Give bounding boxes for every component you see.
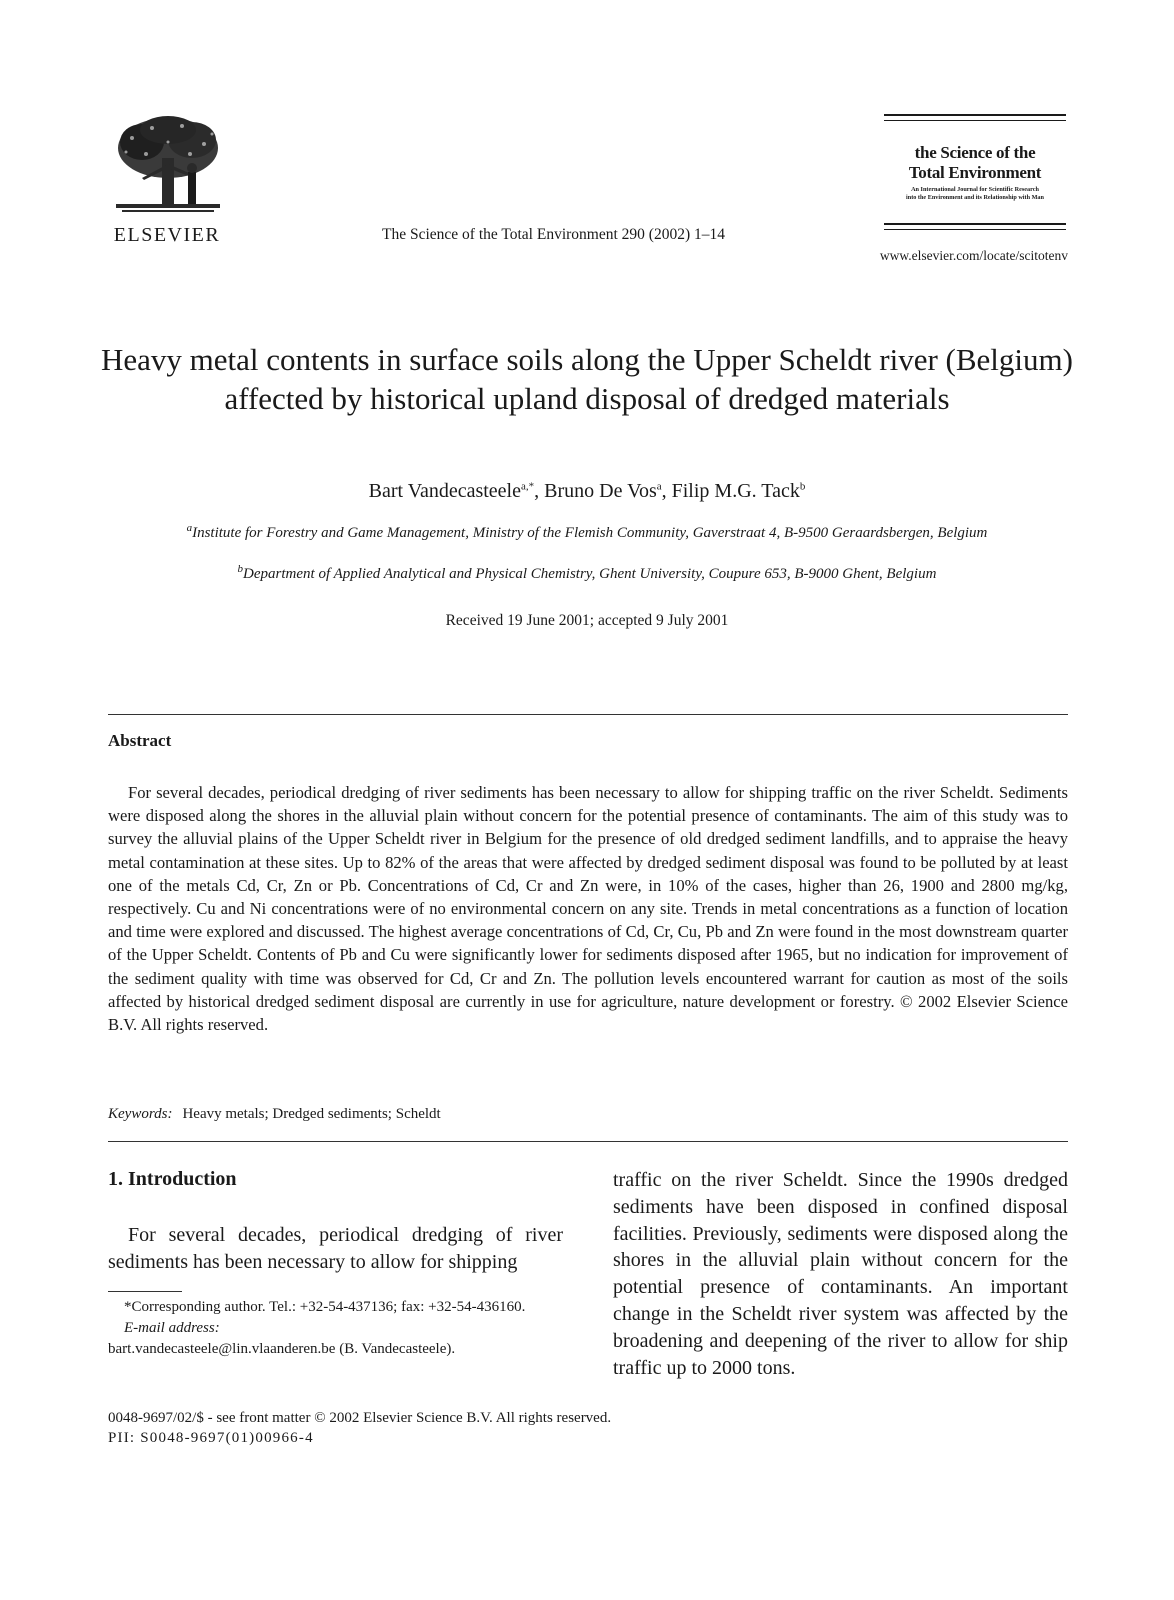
affiliation-text: Department of Applied Analytical and Physical Chemistry, Ghent University, Coupure 653, B-9000 Ghent, Belgium xyxy=(243,566,937,582)
masthead-rule-bottom-thin xyxy=(884,229,1066,230)
publisher-logo-text: ELSEVIER xyxy=(113,224,221,246)
affiliation-b xyxy=(108,563,1066,583)
author-affiliation-mark: a,* xyxy=(520,480,535,493)
article-title: Heavy metal contents in surface soils along the Upper Scheldt river (Belgium) affected by historical upland disposal of dredged materials xyxy=(101,342,1073,416)
affiliation-mark: a xyxy=(186,522,193,534)
journal-name-line2: Total Environment xyxy=(908,163,1042,182)
journal-tagline-line1: An International Journal for Scientific Research xyxy=(911,186,1039,193)
journal-tagline-line2: into the Environment and its Relationship with Man xyxy=(906,193,1044,201)
corresponding-author-note: *Corresponding author. Tel.: +32-54-437136; fax: +32-54-436160. xyxy=(124,1299,526,1315)
elsevier-logo xyxy=(104,114,230,246)
journal-tagline xyxy=(884,186,1066,201)
journal-url-link[interactable]: www.elsevier.com/locate/scitotenv xyxy=(879,248,1068,263)
front-matter-notice: 0048-9697/02/$ - see front matter © 2002 Elsevier Science B.V. All rights reserved. xyxy=(108,1410,612,1426)
divider-top xyxy=(108,714,1068,715)
masthead-rule-bottom xyxy=(884,223,1066,225)
masthead-rule-top xyxy=(884,114,1066,116)
author-affiliation-mark: b xyxy=(799,480,806,493)
footnote-rule xyxy=(108,1291,182,1292)
journal-masthead xyxy=(884,114,1066,234)
elsevier-tree-icon xyxy=(112,114,224,218)
bottom-meta xyxy=(108,1408,611,1448)
keywords-list: Heavy metals; Dredged sediments; Scheldt xyxy=(182,1106,441,1122)
journal-citation: The Science of the Total Environment 290 (2002) 1–14 xyxy=(382,226,725,243)
affiliation-mark: b xyxy=(237,563,244,575)
keywords-label: Keywords: xyxy=(108,1106,173,1122)
author-name: Bart Vandecasteele xyxy=(368,480,521,502)
author-name: Filip M.G. Tack xyxy=(671,480,800,502)
section-heading: 1. Introduction xyxy=(108,1168,237,1190)
journal-name xyxy=(884,143,1066,183)
body-paragraph-left: For several decades, periodical dredging of river sediments has been necessary to allow for shipping xyxy=(108,1224,563,1273)
abstract-heading: Abstract xyxy=(108,731,172,750)
author-list: Bart Vandecasteele$^{a,*}$, Bruno De Vos$^a$, Filip M.G. Tack$^b$ xyxy=(368,480,806,502)
body-paragraph-right: traffic on the river Scheldt. Since the 1990s dredged sediments have been disposed in confined disposal facilities. Previously, sediments were disposed along the shores in the alluvial plain without concern for the potential presence of contaminants. An important change in the Scheldt river system was affected by the broadening and deepening of the river to allow for ship traffic up to 2000 tons. xyxy=(613,1169,1068,1379)
author-affiliation-mark: a xyxy=(656,480,662,493)
journal-name-line1: the Science of the xyxy=(914,143,1036,162)
author-name: Bruno De Vos xyxy=(544,480,657,502)
affiliation-text: Institute for Forestry and Game Management, Ministry of the Flemish Community, Gaverstraat 4, B-9500 Geraardsbergen, Belgium xyxy=(192,525,988,541)
email-label: E-mail address: xyxy=(124,1320,220,1336)
affiliation-a xyxy=(108,523,1066,544)
keywords xyxy=(108,1106,441,1123)
email-address-link[interactable]: bart.vandecasteele@lin.vlaanderen.be (B. Vandecasteele). xyxy=(108,1341,456,1357)
divider-bottom xyxy=(108,1141,1068,1142)
pii-identifier: PII: S0048-9697(01)00966-4 xyxy=(108,1430,314,1446)
received-dates: Received 19 June 2001; accepted 9 July 2001 xyxy=(445,612,729,629)
abstract-text: For several decades, periodical dredging of river sediments has been necessary to allow for shipping traffic on the river Scheldt. Sediments were disposed along the shores in the alluvial plain without concern for the potential presence of contaminants. The aim of this study was to survey the alluvial plains of the Upper Scheldt river in Belgium for the presence of old dredged sediment landfills, and to appraise the heavy metal contamination at these sites. Up to 82% of the areas that were affected by dredged sediment disposal was found to be polluted by at least one of the metals Cd, Cr, Zn or Pb. Concentrations of Cd, Cr and Zn were, in 10% of the cases, higher than 26, 1900 and 2800 mg/kg, respectively. Cu and Ni concentrations were of no environmental concern on any site. Trends in metal concentrations as a function of location and time were explored and discussed. The highest average concentrations of Cd, Cr, Cu, Pb and Zn were found in the most downstream quarter of the Upper Scheldt. Contents of Pb and Cu were significantly lower for sediments disposed after 1965, but no indication for improvement of the sediment quality with time was observed for Cd, Cr and Zn. The pollution levels encountered warrant for caution as most of the soils affected by historical dredged sediment disposal are currently in use for agriculture, nature development or forestry. © 2002 Elsevier Science B.V. All rights reserved. xyxy=(108,783,1068,1035)
footnote xyxy=(108,1297,563,1360)
masthead-rule-top-thin xyxy=(884,120,1066,121)
